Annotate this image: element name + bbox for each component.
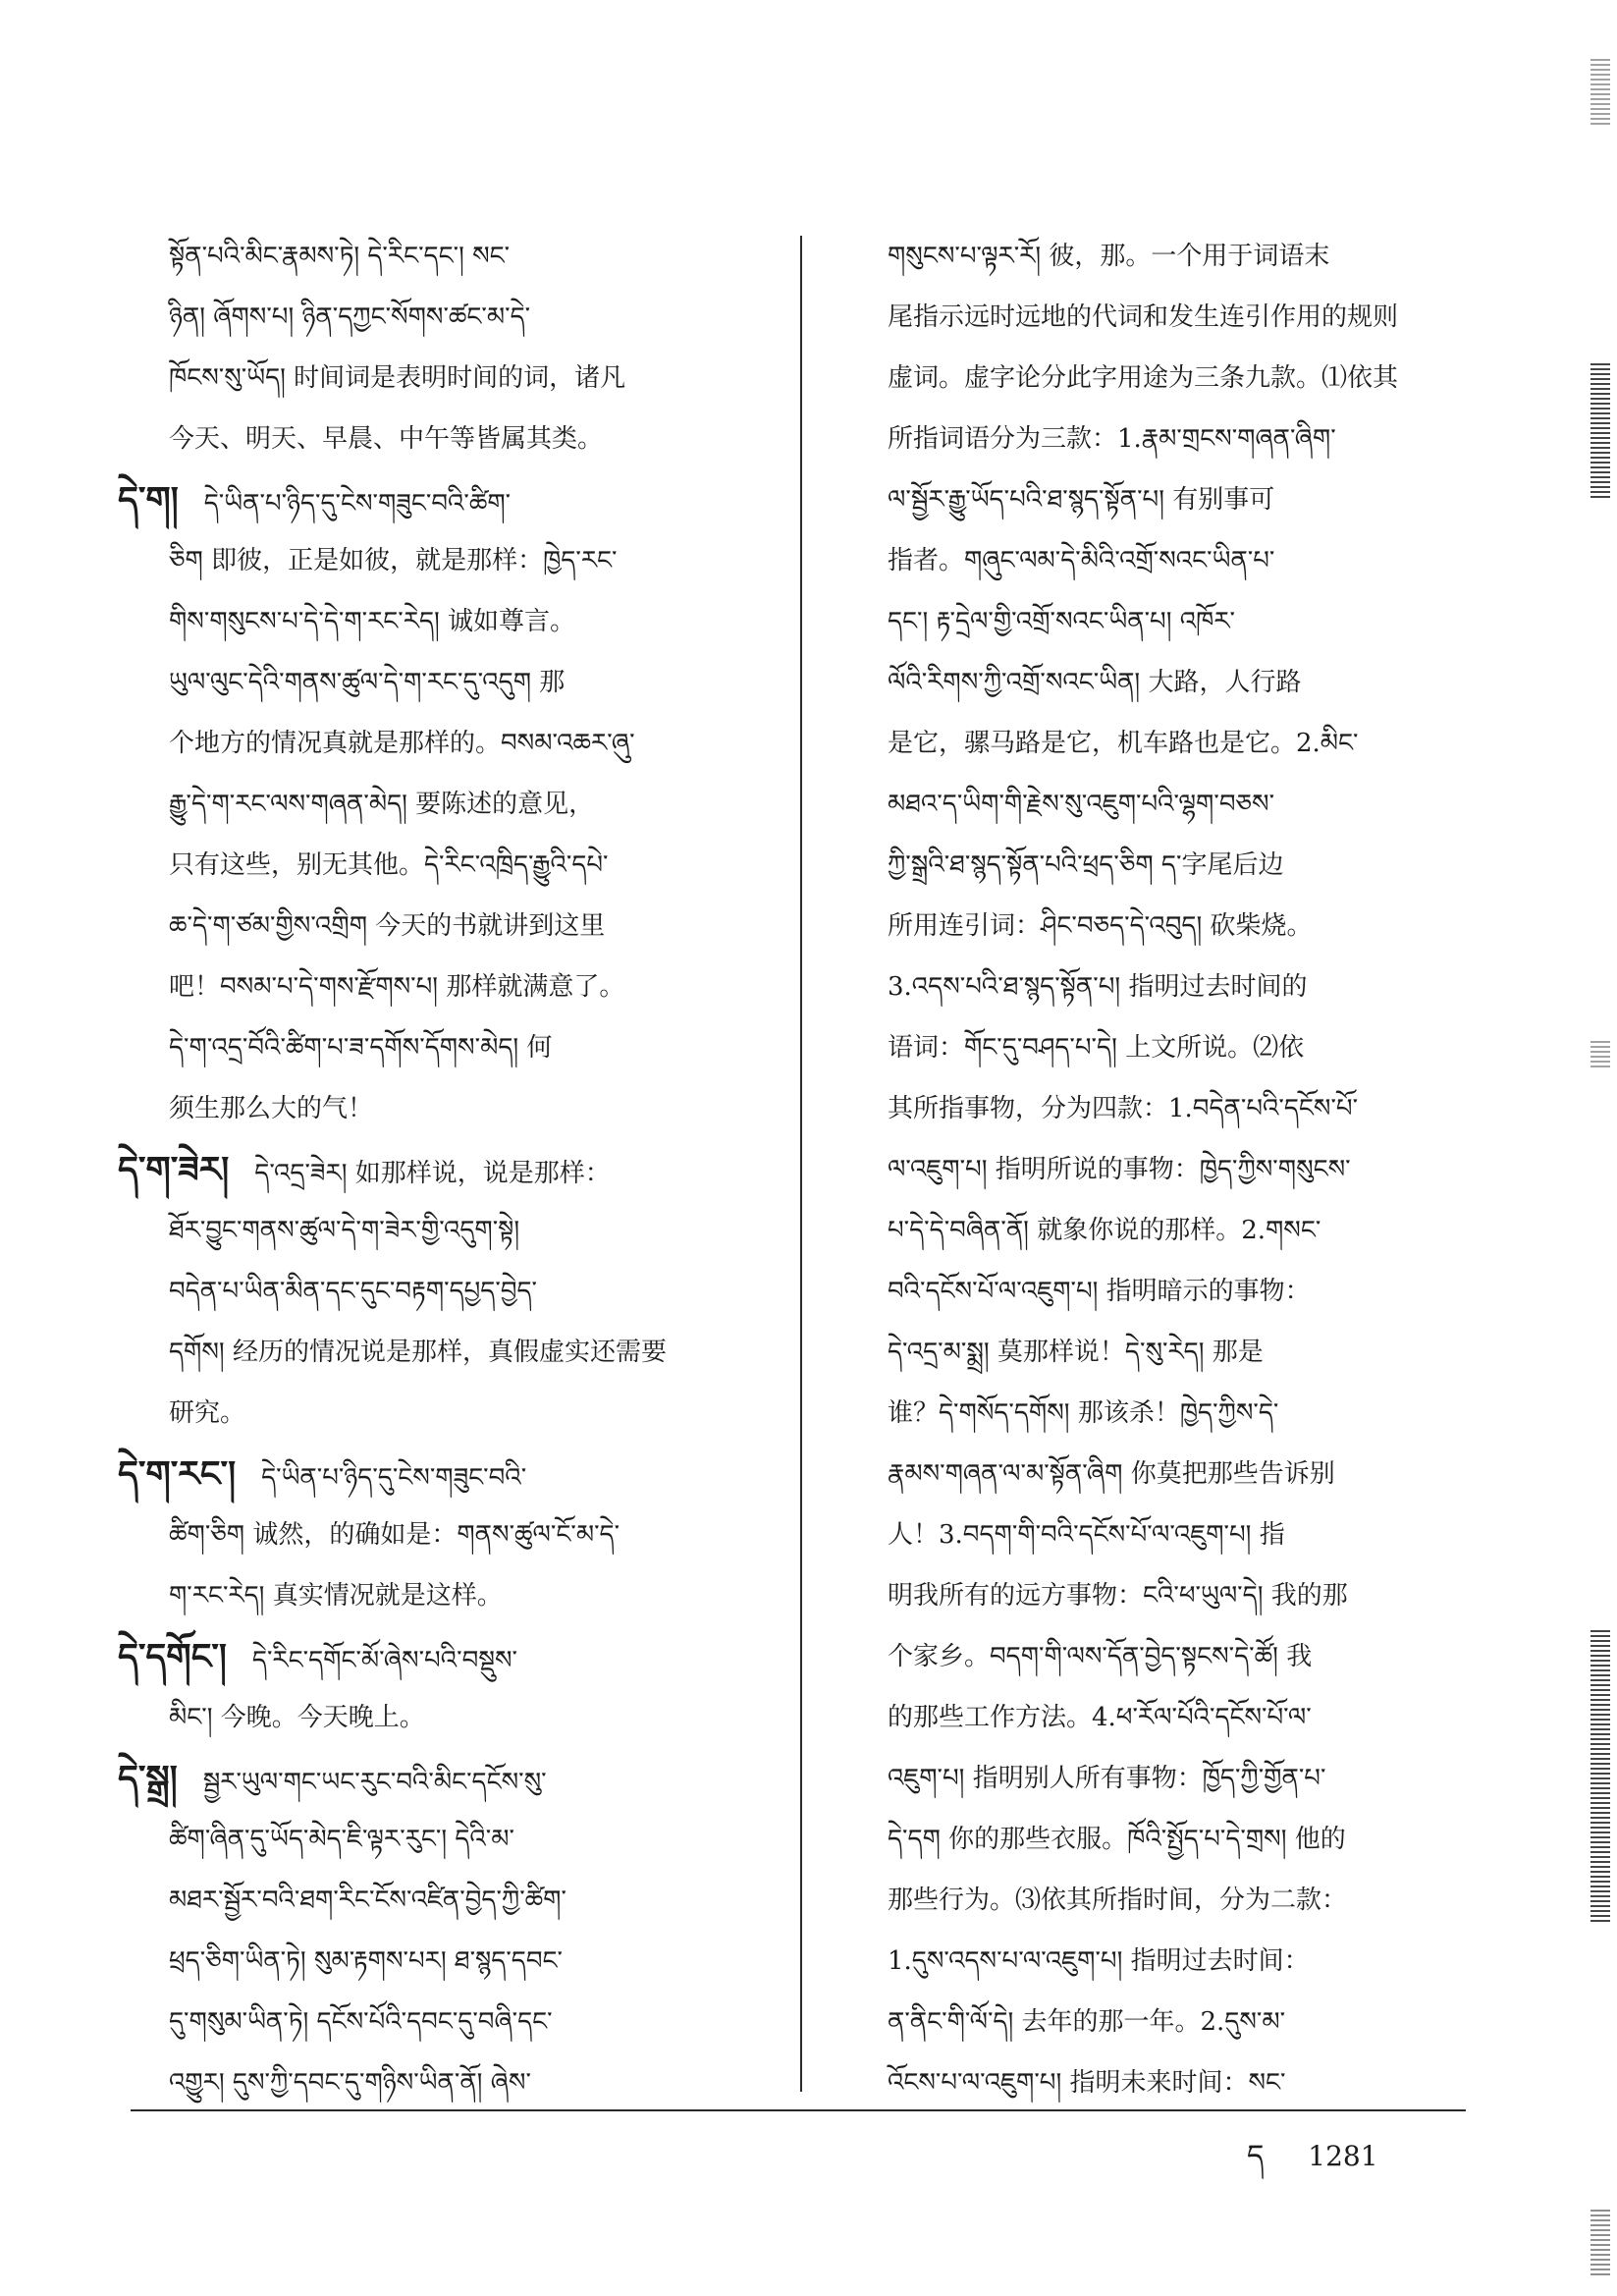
- line-text: ཚིག་ཅིག 诚然，的确如是：གནས་ཚུལ་ངོ་མ་དེ་: [169, 1520, 620, 1550]
- text-line: [118, 1504, 771, 1565]
- page-footer: [1247, 2123, 1378, 2206]
- text-line: [118, 530, 771, 591]
- entry-headword: དེ་ག།: [118, 479, 179, 520]
- text-line: འཇུག་པ། 指明别人所有事物：ཁྱོད་ཀྱི་གྱོན་པ་: [888, 1764, 1326, 1793]
- text-line: འོངས་པ་ལ་འཇུག་པ། 指明未来时间：སང་: [888, 2068, 1286, 2098]
- line-text: དེ་ག་འདྲ་བོའི་ཚིག་པ་ཟ་དགོས་དོགས་མེད། 何: [169, 1033, 553, 1063]
- line-text: དེ་རིང་དགོང་མོ་ཞེས་པའི་བསྡུས་: [251, 1646, 518, 1675]
- text-line: ཀྱི་སྒྲའི་ཐ་སྙད་སྟོན་པའི་ཕྲད་ཅིག ད་字尾后边: [888, 850, 1284, 880]
- text-line: [118, 713, 771, 774]
- text-line: 语词：གོང་དུ་བཤད་པ་དེ། 上文所说。⑵依: [888, 1033, 1305, 1063]
- text-line: 1.དུས་འདས་པ་ལ་འཇུག་པ། 指明过去时间：: [888, 1946, 1310, 1976]
- line-text: ཕྲད་ཅིག་ཡིན་ཏེ། སུམ་རྟགས་པར། ཐ་སྙད་དབང་: [169, 1946, 563, 1976]
- text-line: 所用连引词：ཤིང་བཅད་དེ་འབུད། 砍柴烧。: [888, 911, 1313, 941]
- text-line: 指者。གཞུང་ལམ་དེ་མིའི་འགྲོ་སའང་ཡིན་པ་: [888, 546, 1275, 575]
- text-line: [118, 591, 771, 652]
- entry-line: [118, 1139, 771, 1200]
- text-line: 明我所有的远方事物：ངའི་ཕ་ཡུལ་དེ། 我的那: [888, 1581, 1348, 1611]
- line-text: དུ་གསུམ་ཡིན་ཏེ། དངོས་པོའི་དབང་དུ་བཞི་དང་: [169, 2007, 553, 2037]
- text-line: [118, 1809, 771, 1870]
- text-line: [118, 1931, 771, 1992]
- line-text: རྒྱུ་དེ་ག་རང་ལས་གཞན་མེད། 要陈述的意见，: [169, 790, 595, 819]
- text-line: [118, 1200, 771, 1261]
- text-line: དེ་འདྲ་མ་སྨྲ། 莫那样说！དེ་སུ་རེད། 那是: [888, 1338, 1264, 1367]
- text-line: ན་ནིང་གི་ལོ་དེ། 去年的那一年。2.དུས་མ་: [888, 2007, 1286, 2037]
- text-line: པ་དེ་དེ་བཞིན་ནོ། 就象你说的那样。2.གསང་: [888, 1216, 1321, 1245]
- line-text: ཁོངས་སུ་ཡོད། 时间词是表明时间的词，诸凡: [169, 363, 626, 393]
- line-text: དེ་འདྲ་ཟེར། 如那样说，说是那样：: [254, 1159, 611, 1188]
- text-line: 所指词语分为三款：1.རྣམ་གྲངས་གཞན་ཞིག་: [888, 424, 1336, 454]
- text-line: 尾指示远时远地的代词和发生连引作用的规则: [888, 302, 1399, 332]
- text-line: མཐའ་ད་ཡིག་གི་རྗེས་སུ་འཇུག་པའི་ལྷག་བཅས་: [888, 790, 1275, 819]
- line-text: སྦྱར་ཡུལ་གང་ཡང་རུང་བའི་མིང་དངོས་སུ་: [202, 1768, 547, 1797]
- text-line: 谁？དེ་གསོད་དགོས། 那该杀！ཁྱེད་ཀྱིས་དེ་: [888, 1398, 1279, 1428]
- entry-line: [118, 469, 771, 530]
- entry-headword: དེ་སྒྲ།: [118, 1758, 178, 1799]
- text-line: [118, 1565, 771, 1626]
- text-line: 人！3.བདག་གི་བའི་དངོས་པོ་ལ་འཇུག་པ། 指: [888, 1520, 1285, 1550]
- line-text: ཉིན། ཞོགས་པ། ཉིན་དཀྱང་སོགས་ཚང་མ་དེ་: [169, 302, 531, 332]
- line-text: ཚིག་ཞིན་དུ་ཡོད་མེད་ཇི་ལྟར་རུང་། དེའི་མ་: [169, 1825, 514, 1854]
- text-line: [118, 2052, 771, 2113]
- text-line: 那些行为。⑶依其所指时间，分为二款：: [888, 1886, 1348, 1915]
- line-text: དེ་ཡིན་པ་ཉིད་དུ་ངེས་གཟུང་བའི་: [261, 1463, 527, 1493]
- line-text: 个地方的情况真就是那样的。བསམ་འཆར་ཞུ་: [169, 729, 635, 758]
- text-line: གསུངས་པ་ལྟར་རོ། 彼，那。一个用于词语末: [888, 242, 1330, 271]
- text-line: [118, 287, 771, 348]
- line-text: དེ་ཡིན་པ་ཉིད་དུ་ངེས་གཟུང་བའི་ཚིག་: [203, 489, 512, 519]
- scan-margin-marks: [1585, 0, 1617, 2296]
- text-line: [118, 896, 771, 957]
- text-line: [118, 1261, 771, 1322]
- text-line: [118, 226, 771, 287]
- text-line: [118, 1017, 771, 1078]
- text-line: དེ་དག 你的那些衣服。ཁོའི་སྤྱོད་པ་དེ་གྲས། 他的: [888, 1825, 1346, 1854]
- line-text: འགྱུར། དུས་ཀྱི་དབང་དུ་གཉིས་ཡིན་ནོ། ཞེས་: [169, 2068, 531, 2098]
- line-text: ཅིག 即彼，正是如彼，就是那样：ཁྱེད་རང་: [169, 546, 618, 575]
- line-text: གིས་གསུངས་པ་དེ་དེ་ག་རང་རེད། 诚如尊言。: [169, 607, 576, 636]
- footer-rule: [131, 2109, 1466, 2111]
- text-line: [118, 348, 771, 409]
- text-line: [118, 1870, 771, 1931]
- section-letter: ད: [1247, 2139, 1265, 2173]
- text-line: བའི་དངོས་པོ་ལ་འཇུག་པ། 指明暗示的事物：: [888, 1277, 1311, 1306]
- text-line: 虚词。虚字论分此字用途为三条九款。⑴依其: [888, 363, 1399, 393]
- text-line: 3.འདས་པའི་ཐ་སྙད་སྟོན་པ། 指明过去时间的: [888, 972, 1308, 1002]
- line-text: 只有这些，别无其他。དེ་རིང་འཁྲིད་རྒྱུའི་དཔེ་: [169, 850, 609, 880]
- right-column: [876, 226, 1477, 2113]
- line-text: ཆ་དེ་ག་ཙམ་གྱིས་འགྲིག 今天的书就讲到这里: [169, 911, 606, 941]
- line-text: སྟོན་པའི་མིང་རྣམས་ཏེ། དེ་རིང་དང་། སང་: [169, 242, 511, 271]
- line-text: 吧！བསམ་པ་དེ་གས་རྫོགས་པ། 那样就满意了。: [169, 972, 625, 1002]
- text-line: [118, 1078, 771, 1139]
- page-number: 1281: [1308, 2140, 1378, 2172]
- left-column: [118, 226, 771, 2113]
- text-line: 个家乡。བདག་གི་ལས་དོན་བྱེད་སྟངས་དེ་ཚོ། 我: [888, 1642, 1313, 1671]
- line-text: 须生那么大的气！: [169, 1094, 374, 1123]
- line-text: ཐོར་བྱུང་གནས་ཚུལ་དེ་ག་ཟེར་གྱི་འདུག་སྟེ།: [169, 1216, 520, 1245]
- column-divider: [800, 236, 802, 2092]
- text-line: ལ་སྦྱོར་རྒྱུ་ཡོད་པའི་ཐ་སྙད་སྟོན་པ། 有别事可: [888, 485, 1275, 515]
- entry-headword: དེ་དགོང་།: [118, 1636, 227, 1677]
- line-text: མཐར་སྦྱོར་བའི་ཐག་རིང་ངོས་འཛིན་བྱེད་ཀྱི་ཚིག་: [169, 1886, 566, 1915]
- text-line: [118, 652, 771, 713]
- text-line: [118, 409, 771, 469]
- entry-line: [118, 1444, 771, 1504]
- line-text: ག་རང་རེད། 真实情况就是这样。: [169, 1581, 503, 1611]
- text-line: [118, 1383, 771, 1444]
- line-text: 今天、明天、早晨、中午等皆属其类。: [169, 424, 604, 454]
- text-line: [118, 835, 771, 896]
- text-line: [118, 1992, 771, 2052]
- text-line: ལོའི་རིགས་ཀྱི་འགྲོ་སའང་ཡིན། 大路，人行路: [888, 668, 1302, 697]
- text-line: ལ་འཇུག་པ། 指明所说的事物：ཁྱེད་ཀྱིས་གསུངས་: [888, 1155, 1351, 1184]
- text-line: 的那些工作方法。4.ཕ་རོལ་པོའི་དངོས་པོ་ལ་: [888, 1703, 1312, 1732]
- entry-line: [118, 1748, 771, 1809]
- text-line: 是它，骡马路是它，机车路也是它。2.མིང་: [888, 729, 1359, 758]
- text-line: [118, 1322, 771, 1383]
- line-text: ཡུལ་ལུང་དེའི་གནས་ཚུལ་དེ་ག་རང་དུ་འདུག 那: [169, 668, 566, 697]
- text-line: [118, 957, 771, 1017]
- entry-line: [118, 1626, 771, 1687]
- line-text: བདེན་པ་ཡིན་མིན་དང་དུང་བརྟག་དཔྱད་བྱེད་: [169, 1277, 537, 1306]
- line-text: 研究。: [169, 1398, 246, 1428]
- line-text: དགོས། 经历的情况说是那样，真假虚实还需要: [169, 1338, 667, 1367]
- text-line: དང་། རྟ་དྲེལ་གྱི་འགྲོ་སའང་ཡིན་པ། འཁོར་: [888, 607, 1235, 636]
- text-line: [118, 1687, 771, 1748]
- text-line: རྣམས་གཞན་ལ་མ་སྟོན་ཞིག 你莫把那些告诉别: [888, 1459, 1335, 1489]
- line-text: མིང་། 今晚。今天晚上。: [169, 1703, 425, 1732]
- entry-headword: དེ་ག་རང་།: [118, 1453, 237, 1495]
- entry-headword: དེ་ག་ཟེར།: [118, 1149, 230, 1190]
- text-line: [118, 774, 771, 835]
- text-line: 其所指事物，分为四款：1.བདེན་པའི་དངོས་པོ་: [888, 1094, 1359, 1123]
